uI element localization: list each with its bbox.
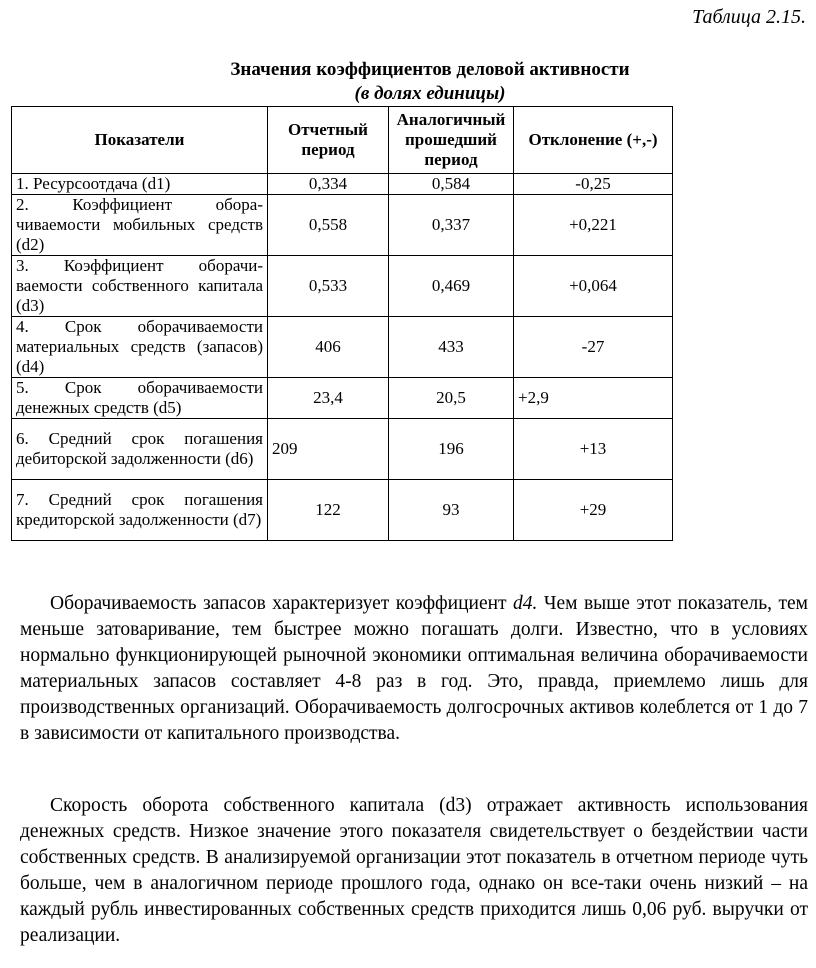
current-value-cell: 209 xyxy=(268,419,389,480)
paragraph-inventory-turnover xyxy=(20,591,808,747)
indicator-cell: 4. Срок оборачиваемости материальных средств (запасов) (d4) xyxy=(12,317,268,378)
deviation-cell: +29 xyxy=(514,480,673,541)
previous-value-cell: 93 xyxy=(389,480,514,541)
table-row xyxy=(12,195,673,256)
indicator-cell: 2. Коэффициент обора-чиваемости мобильных средств (d2) xyxy=(12,195,268,256)
paragraph-equity-turnover: Скорость оборота собственного капитала (d3) отражает активность использования денежных средств. Низкое значение этого показателя свидетельствует о бездействии части собственных средств. В анализируемой организации этот показатель в отчетном периоде чуть больше, чем в аналогичном периоде прошлого года, однако он все-таки очень низкий – на каждый рубль инвестированных собственных средств приходится лишь 0,06 руб. выручки от реализации. xyxy=(20,795,808,946)
indicator-cell: 6. Средний срок погашения дебиторской задолженности (d6) xyxy=(12,419,268,480)
deviation-cell: -27 xyxy=(514,317,673,378)
table-subtitle: (в долях единицы) xyxy=(354,83,506,104)
table-row xyxy=(12,256,673,317)
table-title: Значения коэффициентов деловой активности xyxy=(230,59,630,80)
current-value-cell: 0,533 xyxy=(268,256,389,317)
paragraph-text: Чем выше этот показатель, тем меньше затоваривание, тем быстрее можно погашать долги. Известно, что в условиях нормально функционирующей рыночной экономики оптимальная величина оборачиваемости материальных запасов составляет 4-8 раз в год. Это, правда, приемлемо лишь для производственных организаций. Оборачиваемость долгосрочных активов колеблется от 1 до 7 в зависимости от капитального производства. xyxy=(20,593,808,744)
header-indicator: Показатели xyxy=(12,107,268,174)
paragraph-emphasis: d4. xyxy=(513,593,538,614)
previous-value-cell: 0,469 xyxy=(389,256,514,317)
current-value-cell: 122 xyxy=(268,480,389,541)
previous-value-cell: 0,337 xyxy=(389,195,514,256)
indicator-cell: 5. Срок оборачиваемости денежных средств (d5) xyxy=(12,378,268,419)
previous-value-cell: 0,584 xyxy=(389,174,514,195)
table-row xyxy=(12,419,673,480)
deviation-cell: +0,064 xyxy=(514,256,673,317)
header-previous-period: Аналогичный прошедший период xyxy=(389,107,514,174)
table-row xyxy=(12,378,673,419)
table-row xyxy=(12,317,673,378)
indicator-cell: 1. Ресурсоотдача (d1) xyxy=(12,174,268,195)
current-value-cell: 23,4 xyxy=(268,378,389,419)
table-row xyxy=(12,480,673,541)
current-value-cell: 0,558 xyxy=(268,195,389,256)
previous-value-cell: 433 xyxy=(389,317,514,378)
indicator-cell: 3. Коэффициент оборачи-ваемости собственного капитала (d3) xyxy=(12,256,268,317)
header-deviation: Отклонение (+,-) xyxy=(514,107,673,174)
deviation-cell: -0,25 xyxy=(514,174,673,195)
header-current-period: Отчетный период xyxy=(268,107,389,174)
deviation-cell: +13 xyxy=(514,419,673,480)
previous-value-cell: 20,5 xyxy=(389,378,514,419)
table-header-row xyxy=(12,107,673,174)
previous-value-cell: 196 xyxy=(389,419,514,480)
indicator-cell: 7. Средний срок погашения кредиторской задолженности (d7) xyxy=(12,480,268,541)
paragraph-text: Оборачиваемость запасов характеризует коэффициент xyxy=(50,593,514,614)
table-number-label: Таблица 2.15. xyxy=(692,6,806,28)
current-value-cell: 0,334 xyxy=(268,174,389,195)
table-row xyxy=(12,174,673,195)
current-value-cell: 406 xyxy=(268,317,389,378)
business-activity-table xyxy=(11,106,673,541)
deviation-cell: +2,9 xyxy=(514,378,673,419)
deviation-cell: +0,221 xyxy=(514,195,673,256)
